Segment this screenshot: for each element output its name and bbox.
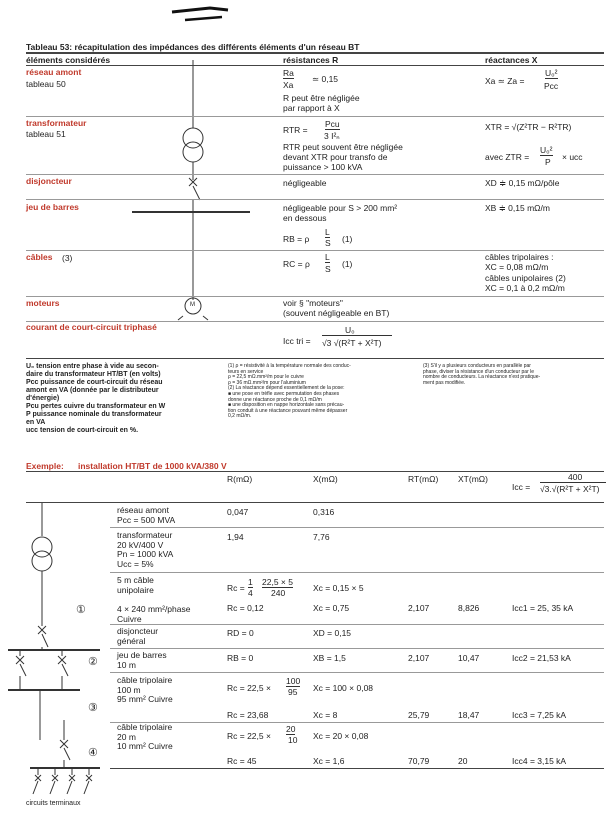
ex-x: 0,316: [313, 507, 335, 517]
rule-bottom: [26, 358, 604, 359]
desc-line: disjoncteur: [117, 626, 159, 636]
row-name-cables: câbles: [26, 252, 53, 262]
desc-line: Pcc = 500 MVA: [117, 514, 176, 525]
desc-line: 20 kV/400 V: [117, 539, 164, 550]
rule-row: [26, 116, 604, 117]
desc-line: 10 m: [117, 659, 136, 670]
note-line: ■ une disposition en nappe horizontale sans précau-: [228, 402, 345, 409]
x-line: XC = 0,08 mΩ/m: [485, 262, 549, 272]
ex-x: Xc = 0,75: [313, 603, 350, 613]
ex-r-formula: Rc = 22,5 ×: [227, 731, 271, 741]
fraction-numerator: Ra: [283, 68, 294, 78]
note-line: Pcc puissance de court-circuit du réseau: [26, 379, 163, 386]
ex-icc: Icc3 = 7,25 kA: [512, 710, 567, 720]
r-line: négligeable pour S > 200 mm²: [283, 203, 398, 213]
fraction-denominator: 4: [248, 588, 253, 598]
x-line: XC = 0,1 à 0,2 mΩ/m: [485, 283, 565, 293]
row-name-reseau-amont: réseau amont: [26, 67, 82, 77]
ex-icc: Icc2 = 21,53 kA: [512, 653, 571, 663]
fraction-numerator: U₀: [345, 325, 355, 335]
row-name-moteurs: moteurs: [26, 298, 60, 308]
x-value: XD ≑ 0,15 mΩ/pôle: [485, 178, 560, 188]
desc-line: 4 × 240 mm²/phase: [117, 604, 191, 614]
rule-ex-row: [110, 624, 604, 625]
fraction-denominator: S: [325, 238, 331, 248]
ex-x: Xc = 8: [313, 710, 338, 720]
ex-r: Rc = 45: [227, 756, 257, 766]
ex-r: 1,94: [227, 532, 244, 542]
fraction-numerator: 100: [286, 676, 301, 686]
ex-x-formula: Xc = 20 × 0,08: [313, 731, 369, 741]
fraction-denominator: P: [545, 157, 551, 167]
note-line: nombre de conducteurs. La réactance n'est pratique-: [423, 374, 541, 381]
ex-row-desc: [117, 576, 190, 624]
rule-ex-header: [26, 502, 604, 503]
desc-line: général: [117, 635, 146, 646]
desc-line: transformateur: [117, 530, 173, 540]
fraction-numerator: U₀²: [545, 68, 558, 78]
ex-x: XD = 0,15: [313, 628, 352, 638]
fraction-numerator: L: [325, 227, 330, 237]
ex-row-desc: [117, 531, 173, 569]
x-tail: × ucc: [562, 152, 583, 162]
note-line: (3) S'il y a plusieurs conducteurs en parallèle par: [423, 363, 531, 369]
rule-ex-row: [110, 527, 604, 528]
rule-top: [26, 52, 604, 54]
motor-feet: [178, 316, 208, 320]
ex-row-desc: [117, 723, 173, 752]
fraction-numerator: Pcu: [325, 119, 340, 129]
terminal-circuits: [33, 768, 92, 794]
rule-row: [26, 199, 604, 200]
ex-row-desc: [117, 651, 167, 670]
exemple-title: installation HT/BT de 1000 kVA/380 V: [78, 461, 227, 471]
ex-header-icc-num: 400: [568, 472, 583, 482]
desc-line: 10 mm² Cuivre: [117, 741, 173, 751]
exemple-label: Exemple:: [26, 461, 64, 471]
ex-header-r: R(mΩ): [227, 474, 253, 484]
rule-row: [26, 174, 604, 175]
col-header-elements: éléments considérés: [26, 55, 111, 65]
ex-r: RD = 0: [227, 628, 254, 638]
col-header-resistances: résistances R: [283, 55, 339, 65]
r-line: (souvent négligeable en BT): [283, 308, 390, 318]
r-line: en dessous: [283, 213, 327, 223]
circuit-marker: ③: [88, 702, 98, 714]
fraction-numerator: 1: [248, 577, 253, 587]
ex-rt: 70,79: [408, 756, 430, 766]
desc-line: unipolaire: [117, 584, 154, 595]
ex-icc: Icc4 = 3,15 kA: [512, 756, 567, 766]
desc-line: réseau amont: [117, 505, 169, 515]
x-formula: XTR = √(Z²TR − R²TR): [485, 122, 572, 132]
desc-line: 20 m: [117, 731, 136, 742]
scribble-mark: [172, 8, 228, 12]
ex-r-formula: Rc =: [227, 583, 245, 593]
x-value: XB ≑ 0,15 mΩ/m: [485, 203, 550, 213]
note-line: ment pas modifiée.: [423, 379, 466, 386]
rule-ex-row: [110, 648, 604, 649]
ex-x: XB = 1,5: [313, 653, 346, 663]
note-line: Pcu pertes cuivre du transformateur en W: [26, 403, 166, 410]
ex-icc: Icc1 = 25, 35 kA: [512, 603, 574, 613]
fraction-numerator: L: [325, 252, 330, 262]
ex-header-x: X(mΩ): [313, 474, 338, 484]
ex-xt: 10,47: [458, 653, 480, 663]
note-line: en VA: [26, 419, 46, 426]
fraction-numerator: U₀²: [540, 145, 553, 155]
ex-x: 7,76: [313, 532, 330, 542]
r-formula: RC = ρ: [283, 259, 310, 269]
note-line: daire du transformateur HT/BT (en volts): [26, 371, 161, 378]
note-line: amont en VA (donnée par le distributeur: [26, 387, 159, 394]
ex-rt: 2,107: [408, 653, 430, 663]
fraction-denominator: 240: [271, 588, 286, 598]
fraction-denominator: 3 I²ₙ: [324, 131, 340, 141]
notes-col2: [228, 364, 351, 420]
row-name-transformateur: transformateur: [26, 118, 87, 128]
circuit-marker: ④: [88, 747, 98, 759]
r-note: par rapport à X: [283, 103, 340, 113]
r-note: devant XTR pour transfo de: [283, 152, 388, 162]
desc-line: câble tripolaire: [117, 675, 173, 685]
ex-x-formula: Xc = 0,15 × 5: [313, 583, 364, 593]
ex-xt: 8,826: [458, 603, 480, 613]
ex-header-icc-den: √3.√(R²T + X²T): [540, 482, 606, 494]
r-note: R peut être négligée: [283, 93, 360, 103]
desc-line: Pn = 1000 kVA: [117, 549, 174, 559]
ex-header-icc: Icc =: [512, 482, 531, 492]
circuit-marker: ②: [88, 656, 98, 668]
motor-label: M: [190, 302, 195, 308]
desc-line: Ucc = 5%: [117, 558, 154, 569]
icc-formula: Icc tri =: [283, 336, 311, 346]
ex-row-desc: [117, 627, 158, 646]
ex-r-formula: Rc = 22,5 ×: [227, 683, 271, 693]
r-ref: (1): [342, 234, 353, 244]
fraction-denominator: S: [325, 264, 331, 274]
note-line: ucc tension de court-circuit en %.: [26, 427, 139, 434]
row-ref: tableau 50: [26, 79, 66, 89]
x-line: câbles unipolaires (2): [485, 273, 566, 283]
rule-row: [26, 296, 604, 297]
transformer-coil-bottom: [183, 142, 203, 162]
x-formula: Xa ≃ Za =: [485, 76, 525, 86]
desc-line: Cuivre: [117, 613, 142, 624]
rule-ex-top: [26, 471, 604, 472]
r-formula: RB = ρ: [283, 234, 310, 244]
note-line: ρ = 22,5 mΩ.mm²/m pour le cuivre: [228, 374, 304, 381]
row-name-disjoncteur: disjoncteur: [26, 176, 72, 186]
table-title: Tableau 53: récapitulation des impédances des différents éléments d'un réseau BT: [26, 42, 360, 52]
ex-r: Rc = 23,68: [227, 710, 269, 720]
note-line: tion conduit à une réactance pouvant même dépasser: [228, 407, 348, 414]
row-ref: tableau 51: [26, 129, 66, 139]
ex-rt: 25,79: [408, 710, 430, 720]
rule-header: [26, 65, 604, 66]
ex-r: Rc = 0,12: [227, 603, 264, 613]
rule-ex-row: [110, 672, 604, 673]
row-name-courant-cc: courant de court-circuit triphasé: [26, 322, 157, 332]
fraction-numerator: 20: [286, 724, 296, 734]
upper-single-line-diagram: [132, 60, 250, 320]
note-line: donne une réactance proche de 0,1 mΩ/m: [228, 396, 322, 403]
r-note: RTR peut souvent être négligée: [283, 142, 403, 152]
note-line: (1) ρ = résistivité à la température normale des conduc-: [228, 363, 351, 369]
ex-xt: 20: [458, 756, 468, 766]
ex-x-formula: Xc = 100 × 0,08: [313, 683, 374, 693]
desc-line: câble tripolaire: [117, 722, 173, 732]
row-name-jeu-de-barres: jeu de barres: [26, 202, 79, 212]
ex-row-desc: [117, 506, 175, 525]
note-line: ■ une pose en trèfle avec permutation des phases: [228, 390, 340, 397]
note-line: phase, diviser la résistance d'un conducteur par le: [423, 368, 535, 375]
fraction-numerator: 22,5 × 5: [262, 577, 293, 587]
ex-rt: 2,107: [408, 603, 430, 613]
note-line: U₀ tension entre phase à vide au secon-: [26, 363, 159, 370]
ex-r: RB = 0: [227, 653, 254, 663]
desc-line: 5 m câble: [117, 575, 154, 585]
r-approx: ≃ 0,15: [312, 74, 339, 84]
breaker-switch: [193, 186, 200, 200]
x-line: câbles tripolaires :: [485, 252, 554, 262]
r-value: négligeable: [283, 178, 327, 188]
r-ref: (1): [342, 259, 353, 269]
note-line: d'énergie): [26, 395, 60, 402]
desc-line: 100 m: [117, 684, 141, 695]
note-line: 0,2 mΩ/m.: [228, 413, 252, 420]
circuit-marker: ①: [76, 604, 86, 616]
scribble-mark-2: [185, 17, 222, 20]
row-ref: (3): [62, 253, 73, 263]
note-line: teurs en service: [228, 368, 264, 375]
note-line: ρ = 36 mΩ.mm²/m pour l'aluminium: [228, 379, 306, 386]
desc-line: jeu de barres: [117, 650, 167, 660]
rule-ex-bottom: [110, 768, 604, 769]
desc-line: 95 mm² Cuivre: [117, 694, 173, 704]
note-line: P puissance nominale du transformateur: [26, 411, 162, 418]
ex-x: Xc = 1,6: [313, 756, 345, 766]
rule-ex-row: [110, 722, 604, 723]
lower-single-line-diagram: [8, 503, 100, 794]
x-formula: avec ZTR =: [485, 152, 530, 162]
ex-row-desc: [117, 676, 173, 705]
rule-ex-row: [110, 572, 604, 573]
fraction-denominator: 95: [288, 687, 298, 697]
notes-col3: [423, 364, 540, 386]
rule-row: [26, 250, 604, 251]
ex-r: 0,047: [227, 507, 249, 517]
fraction-denominator: Xa: [283, 80, 294, 90]
ex-xt: 18,47: [458, 710, 480, 720]
fraction-denominator: Pcc: [544, 81, 559, 91]
ex-header-rt: RT(mΩ): [408, 474, 439, 484]
r-line: voir § "moteurs": [283, 298, 343, 308]
footer-terminal-circuits: circuits terminaux: [26, 800, 81, 807]
r-note: puissance > 100 kVA: [283, 162, 363, 172]
r-formula: RTR =: [283, 125, 308, 135]
fraction-denominator: 10: [288, 735, 298, 745]
note-line: (2) La réactance dépend essentiellement de la pose:: [228, 385, 345, 392]
col-header-reactances: réactances X: [485, 55, 538, 65]
notes-col1: [26, 363, 165, 435]
ex-header-xt: XT(mΩ): [458, 474, 488, 484]
fraction-denominator: √3 √(R²T + X²T): [322, 335, 392, 348]
